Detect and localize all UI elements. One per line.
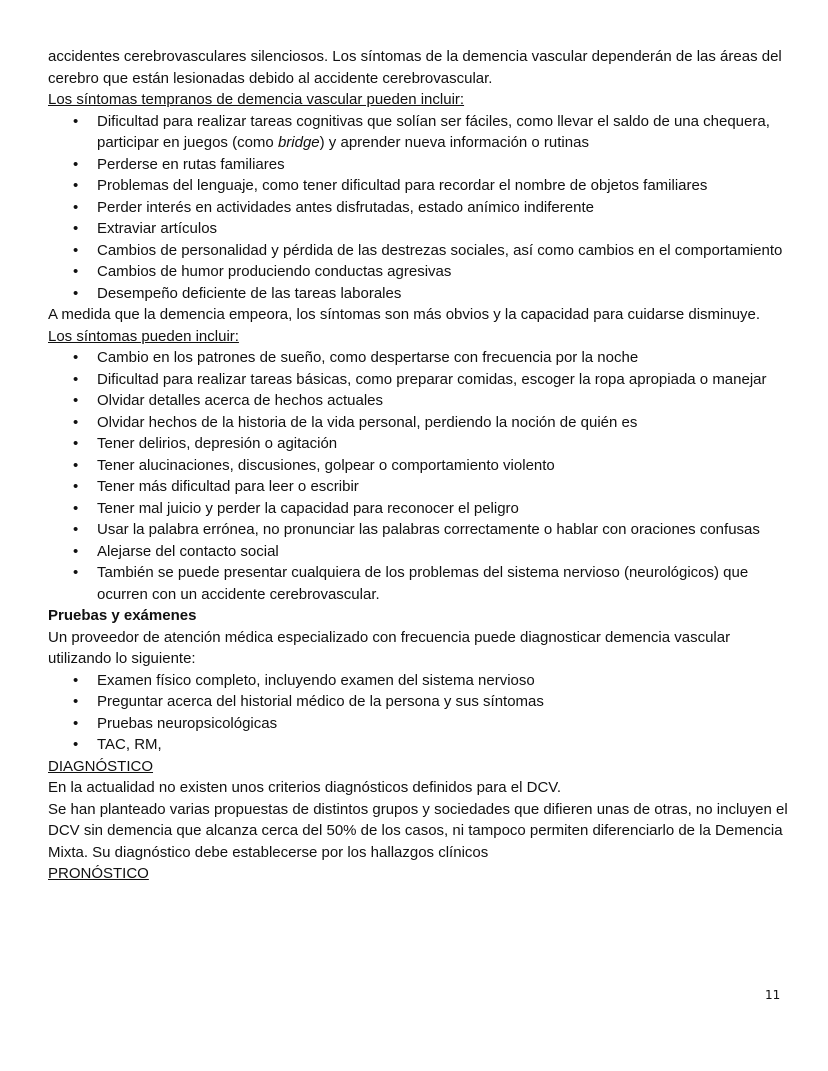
list-item — [48, 175, 788, 197]
bullet-icon: • — [73, 413, 79, 431]
list-item — [48, 283, 788, 305]
list-item-text: Dificultad para realizar tareas cognitivas que solían ser fáciles, como llevar el saldo de una chequera, participar en juegos (como — [97, 112, 770, 151]
list-item-text: Usar la palabra errónea, no pronunciar las palabras correctamente o hablar con oraciones confusas — [97, 521, 760, 538]
page-number: 11 — [765, 988, 781, 1002]
document-page — [48, 46, 788, 885]
bullet-icon: • — [73, 499, 79, 517]
bullet-icon: • — [73, 349, 79, 366]
list-item-text: Tener más dificultad para leer o escribir — [97, 478, 359, 495]
bullet-icon: • — [73, 714, 79, 732]
list-item-text: Alejarse del contacto social — [97, 542, 279, 560]
bullet-icon: • — [73, 736, 79, 753]
list-item-text: Cambio en los patrones de sueño, como despertarse con frecuencia por la noche — [97, 349, 639, 366]
list-item — [48, 347, 788, 369]
list-item-text: Preguntar acerca del historial médico de la persona y sus síntomas — [97, 693, 544, 710]
list-item-text: Tener alucinaciones, discusiones, golpear o comportamiento violento — [97, 456, 555, 474]
intro-paragraph: accidentes cerebrovasculares silenciosos. Los síntomas de la demencia vascular dependerán de las áreas del cerebro que están lesionadas debido al accidente cerebrovascular. — [48, 48, 782, 87]
list-item — [48, 111, 788, 154]
early-symptoms-heading: Los síntomas tempranos de demencia vascular pueden incluir: — [48, 91, 465, 108]
symptoms-list — [48, 347, 788, 605]
list-item-text: Dificultad para realizar tareas básicas, como preparar comidas, escoger la ropa apropiada o manejar — [97, 370, 767, 388]
list-item-text: Problemas del lenguaje, como tener dificultad para recordar el nombre de objetos familiares — [97, 177, 708, 194]
bullet-icon: • — [73, 263, 79, 280]
list-item-text: Cambios de humor produciendo conductas agresivas — [97, 263, 452, 280]
early-symptoms-list — [48, 111, 788, 305]
bullet-icon: • — [73, 220, 79, 237]
list-item-text: También se puede presentar cualquiera de los problemas del sistema nervioso (neurológicos) que ocurren con un accidente cerebrovascular. — [97, 564, 749, 603]
list-item-text: Extraviar artículos — [97, 220, 218, 237]
list-item — [48, 519, 788, 541]
bullet-icon: • — [73, 370, 79, 388]
bullet-icon: • — [73, 112, 79, 130]
list-item — [48, 734, 788, 756]
bullet-icon: • — [73, 456, 79, 474]
list-item — [48, 562, 788, 605]
bullet-icon: • — [73, 198, 79, 216]
list-item — [48, 455, 788, 477]
list-item-text: Examen físico completo, incluyendo examen del sistema nervioso — [97, 671, 535, 689]
list-item-text: Tener delirios, depresión o agitación — [97, 435, 338, 452]
bullet-icon: • — [73, 671, 79, 689]
list-item-text: Perderse en rutas familiares — [97, 155, 285, 173]
list-item — [48, 197, 788, 219]
bullet-icon: • — [73, 521, 79, 538]
bullet-icon: • — [73, 542, 79, 560]
list-item-text: Olvidar detalles acerca de hechos actuales — [97, 392, 383, 409]
bullet-icon: • — [73, 564, 79, 581]
bullet-icon: • — [73, 284, 79, 302]
bullet-icon: • — [73, 155, 79, 173]
list-item-text: Cambios de personalidad y pérdida de las destrezas sociales, así como cambios en el comportamiento — [97, 241, 783, 259]
list-item — [48, 390, 788, 412]
diagnosis-paragraph-1: En la actualidad no existen unos criterios diagnósticos definidos para el DCV. — [48, 779, 562, 796]
list-item — [48, 713, 788, 735]
bullet-icon: • — [73, 177, 79, 194]
tests-heading: Pruebas y exámenes — [48, 607, 197, 624]
list-item — [48, 498, 788, 520]
list-item-text: Pruebas neuropsicológicas — [97, 714, 278, 732]
list-item — [48, 412, 788, 434]
list-item — [48, 218, 788, 240]
list-item-text: ) y aprender nueva información o rutinas — [319, 134, 589, 151]
diagnosis-heading: DIAGNÓSTICO — [48, 757, 154, 775]
list-item — [48, 476, 788, 498]
list-item-text: Olvidar hechos de la historia de la vida personal, perdiendo la noción de quién es — [97, 413, 638, 431]
list-item-text: Perder interés en actividades antes disfrutadas, estado anímico indiferente — [97, 198, 594, 216]
bullet-icon: • — [73, 241, 79, 259]
list-item — [48, 691, 788, 713]
bullet-icon: • — [73, 392, 79, 409]
list-item — [48, 261, 788, 283]
tests-intro-paragraph: Un proveedor de atención médica especializado con frecuencia puede diagnosticar demencia vascular utilizando lo siguiente: — [48, 628, 731, 667]
list-item-text: TAC, RM, — [97, 736, 162, 753]
italic-term: bridge — [277, 134, 320, 151]
bullet-icon: • — [73, 478, 79, 495]
diagnosis-paragraph-2: Se han planteado varias propuestas de distintos grupos y sociedades que difieren unas de otras, no incluyen el DCV sin demencia que alcanza cerca del 50% de los casos, ni tampoco permiten diferenciarlo de la Demencia Mixta. Su diagnóstico debe establecerse por los hallazgos clínicos — [48, 800, 788, 861]
list-item — [48, 433, 788, 455]
list-item — [48, 240, 788, 262]
list-item — [48, 541, 788, 563]
tests-list — [48, 670, 788, 756]
list-item-text: Tener mal juicio y perder la capacidad para reconocer el peligro — [97, 499, 519, 517]
list-item — [48, 369, 788, 391]
list-item-text: Desempeño deficiente de las tareas laborales — [97, 284, 402, 302]
bullet-icon: • — [73, 435, 79, 452]
list-item — [48, 154, 788, 176]
worsening-paragraph: A medida que la demencia empeora, los síntomas son más obvios y la capacidad para cuidarse disminuye. — [48, 306, 761, 323]
bullet-icon: • — [73, 693, 79, 710]
prognosis-heading: PRONÓSTICO — [48, 865, 149, 882]
symptoms-heading: Los síntomas pueden incluir: — [48, 327, 239, 345]
list-item — [48, 670, 788, 692]
